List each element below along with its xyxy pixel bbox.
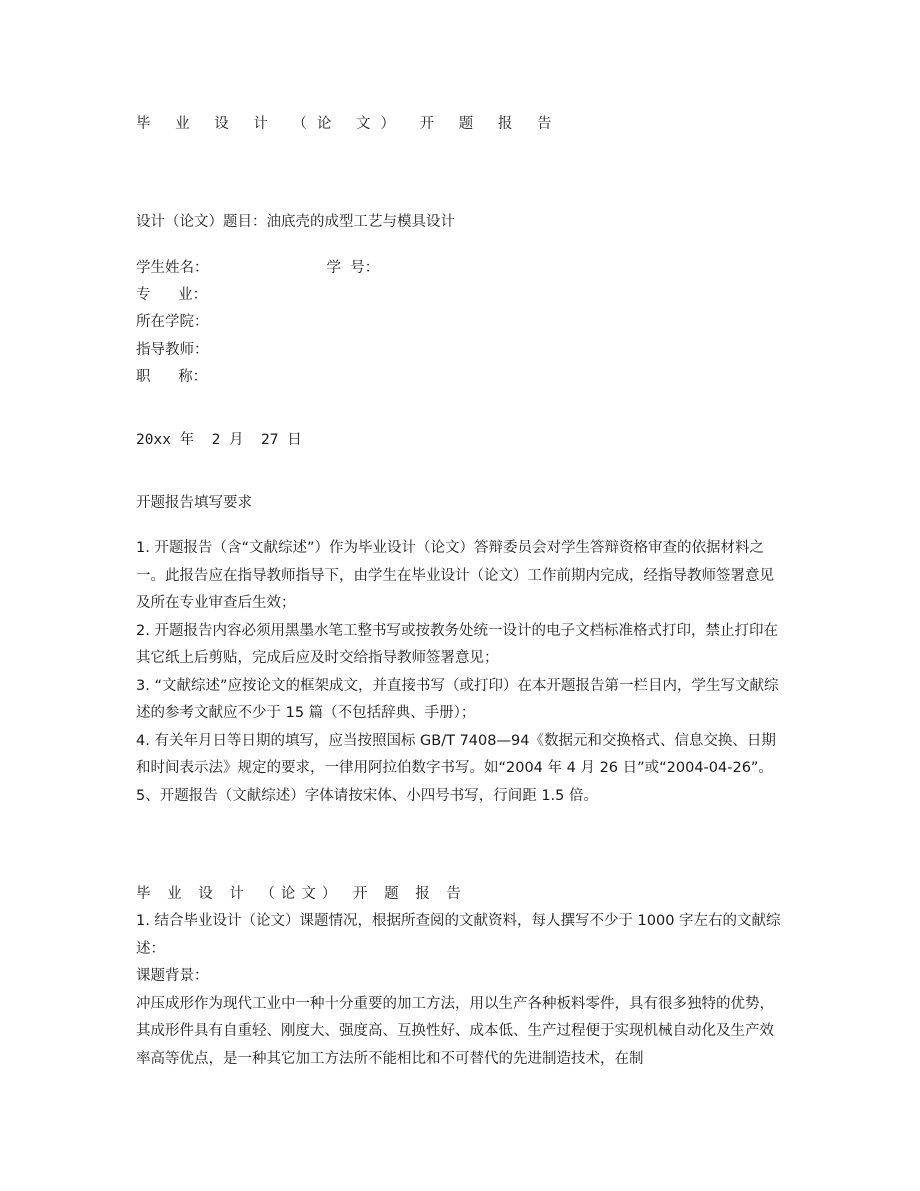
requirements-list [136, 535, 786, 810]
report-body [136, 908, 786, 1073]
background-label: 课题背景： [136, 968, 209, 984]
title-rank-label: 职 称： [136, 369, 208, 385]
student-name-label: 学生姓名： [136, 260, 209, 276]
student-id-label: 学 号： [326, 260, 380, 276]
cover-date: 20xx 年 2 月 27 日 [136, 432, 302, 448]
advisor-label: 指导教师： [136, 342, 209, 358]
background-text: 冲压成形作为现代工业中一种十分重要的加工方法，用以生产各种板料零件，具有很多独特的优势，其成形件具有自重轻、刚度大、强度高、互换性好、成本低、生产过程便于实现机械自动化及生产效率高等优点，是一种其它加工方法所不能相比和不可替代的先进制造技术，在制 [136, 995, 774, 1067]
college-label: 所在学院： [136, 314, 209, 330]
requirement-item-4: 4. 有关年月日等日期的填写，应当按照国标 GB/T 7408—94《数据元和交换格式、信息交换、日期和时间表示法》规定的要求，一律用阿拉伯数字书写。如“2004 年 4 月 26 日”或“2004-04-26”。 [136, 732, 776, 776]
requirement-item-2: 2. 开题报告内容必须用黑墨水笔工整书写或按教务处统一设计的电子文档标准格式打印，禁止打印在其它纸上后剪贴，完成后应及时交给指导教师签署意见； [136, 622, 778, 666]
student-name-line [136, 258, 379, 278]
requirement-item-5: 5、开题报告（文献综述）字体请按宋体、小四号书写，行间距 1.5 倍。 [136, 787, 599, 804]
requirements-heading: 开题报告填写要求 [136, 495, 252, 511]
cover-title: 毕 业 设 计 （论 文） 开 题 报 告 [136, 116, 562, 132]
requirement-item-3: 3. “文献综述”应按论文的框架成文，并直接书写（或打印）在本开题报告第一栏目内，学生写文献综述的参考文献应不少于 15 篇（不包括辞典、手册）； [136, 677, 779, 721]
topic-line [136, 212, 455, 232]
report-item-1: 1. 结合毕业设计（论文）课题情况，根据所查阅的文献资料，每人撰写不少于 1000 字左右的文献综述： [136, 913, 781, 957]
topic-label: 设计（论文）题目： [136, 214, 267, 230]
topic-value: 油底壳的成型工艺与模具设计 [266, 214, 455, 230]
requirement-item-1: 1. 开题报告（含“文献综述”）作为毕业设计（论文）答辩委员会对学生答辩资格审查的依据材料之一。此报告应在指导教师指导下，由学生在毕业设计（论文）工作前期内完成，经指导教师签署意见及所在专业审查后生效； [136, 540, 774, 611]
report-heading: 毕 业 设 计 （论文） 开 题 报 告 [136, 886, 467, 902]
major-label: 专 业： [136, 287, 208, 303]
